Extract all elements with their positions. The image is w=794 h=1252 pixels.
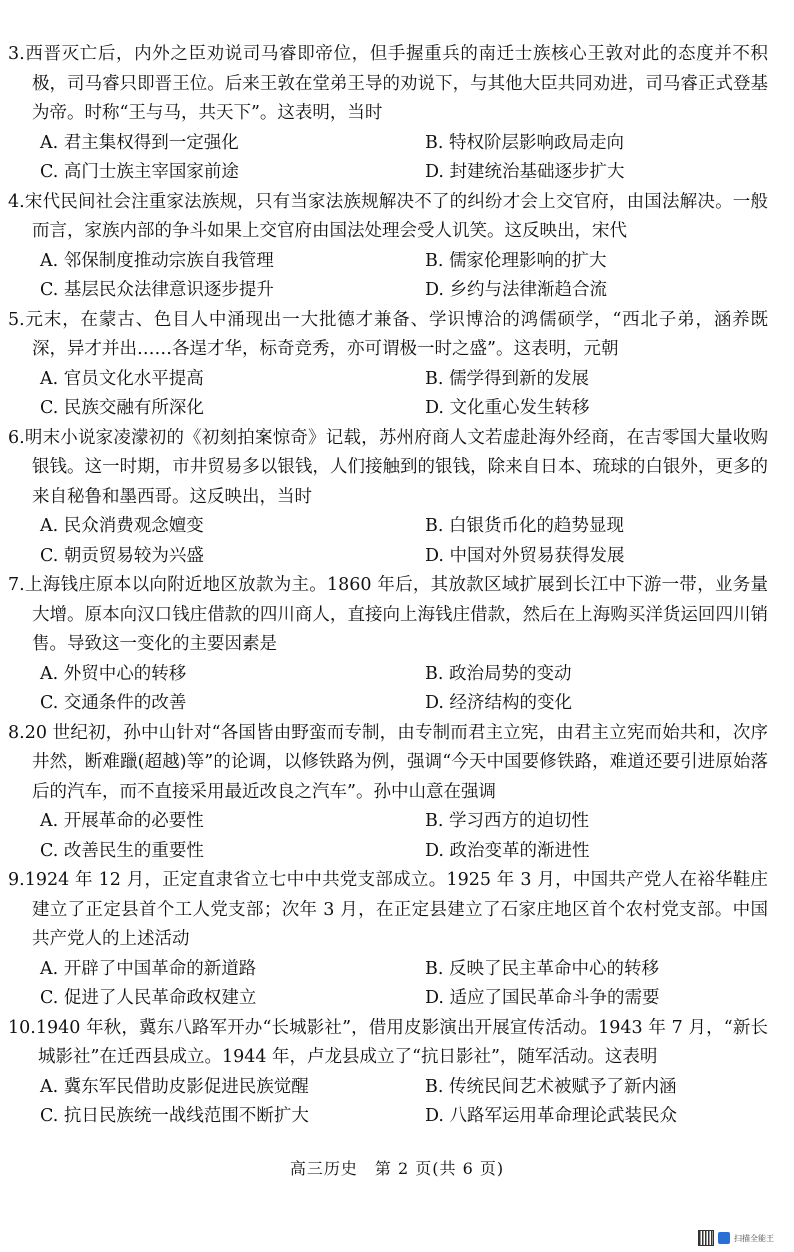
question-stem: 10.1940 年秋，冀东八路军开办“长城影社”，借用皮影演出开展宣传活动。1943 年 7 月，“新长城影社”在迁西县成立。1944 年，卢龙县成立了“抗日影社”，随军活动。这表明 [8,1017,768,1067]
question-block [0,866,794,1014]
page-footer: 高三历史 第 2 页(共 6 页) [289,1159,505,1178]
option-list [0,660,794,719]
qr-code-icon [698,1230,714,1246]
answer-option: B. 学习西方的迫切性 [425,811,589,831]
answer-option: C. 民族交融有所深化 [40,398,204,418]
question-block [0,1014,794,1132]
question-block [0,719,794,867]
question-stem: 9.1924 年 12 月，正定直隶省立七中中共党支部成立。1925 年 3 月，中国共产党人在裕华鞋庄建立了正定县首个工人党支部；次年 3 月，在正定县建立了石家庄地区首个农村党支部。中国共产党人的上述活动 [8,870,768,949]
answer-option: C. 抗日民族统一战线范围不断扩大 [40,1106,309,1126]
answer-option: C. 朝贡贸易较为兴盛 [40,545,204,566]
question-stem: 8.20 世纪初，孙中山针对“各国皆由野蛮而专制，由专制而君主立宪，由君主立宪而始共和，次序井然，断难躐(超越)等”的论调，以修铁路为例，强调“今天中国要修铁路，难道还要引进原始落后的汽车，而不直接采用最近改良之汽车”。孙中山意在强调 [8,722,768,802]
answer-option: D. 乡约与法律渐趋合流 [425,280,608,300]
question-block [0,571,794,719]
answer-option: C. 基层民众法律意识逐步提升 [40,280,274,300]
option-list [0,129,794,188]
answer-option: D. 封建统治基础逐步扩大 [425,162,625,182]
answer-option: A. 开辟了中国革命的新道路 [40,958,257,979]
answer-option: B. 传统民间艺术被赋予了新内涵 [425,1076,677,1097]
option-list [0,512,794,571]
question-stem: 6.明末小说家凌濛初的《初刻拍案惊奇》记载，苏州府商人文若虚赴海外经商，在吉零国大量收购银钱。这一时期，市井贸易多以银钱，人们接触到的银钱，除来自日本、琉球的白银外，更多的来自秘鲁和墨西哥。这反映出，当时 [8,427,768,507]
answer-option: A. 君主集权得到一定强化 [40,132,239,153]
question-stem: 5.元末，在蒙古、色目人中涌现出一大批德才兼备、学识博洽的鸿儒硕学，“西北子弟，涵养既深，异才并出……各逞才华，标奇竞秀，亦可谓极一时之盛”。这表明，元朝 [8,309,768,359]
question-block [0,188,794,306]
question-stem: 3.西晋灭亡后，内外之臣劝说司马睿即帝位，但手握重兵的南迁士族核心王敦对此的态度并不积极，司马睿只即晋王位。后来王敦在堂弟王导的劝说下，与其他大臣共同劝进，司马睿正式登基为帝。时称“王与马，共天下”。这表明，当时 [8,44,768,123]
answer-option: C. 交通条件的改善 [40,693,187,713]
answer-option: B. 儒家伦理影响的扩大 [425,250,607,271]
answer-option: A. 官员文化水平提高 [40,368,204,389]
answer-option: A. 开展革命的必要性 [40,811,204,831]
answer-option: D. 政治变革的渐进性 [425,840,590,861]
question-list [0,40,794,1132]
answer-option: C. 高门士族主宰国家前途 [40,162,239,182]
answer-option: D. 中国对外贸易获得发展 [425,545,625,566]
answer-option: B. 政治局势的变动 [425,663,572,684]
answer-option: D. 经济结构的变化 [425,693,573,713]
option-list [0,807,794,866]
answer-option: A. 邻保制度推动宗族自我管理 [40,250,274,271]
scanner-watermark [698,1230,774,1246]
answer-option: D. 文化重心发生转移 [425,398,590,418]
option-list [0,247,794,306]
option-list [0,1073,794,1132]
scanner-logo-icon [718,1232,730,1244]
answer-option: B. 白银货币化的趋势显现 [425,516,624,536]
answer-option: A. 民众消费观念嬗变 [40,516,204,536]
question-stem: 4.宋代民间社会注重家法族规，只有当家法族规解决不了的纠纷才会上交官府，由国法解决。一般而言，家族内部的争斗如果上交官府由国法处理会受人讥笑。这反映出，宋代 [8,191,768,241]
answer-option: C. 改善民生的重要性 [40,840,204,861]
scanner-watermark-text: 扫描全能王 [734,1233,774,1243]
option-list [0,955,794,1014]
answer-option: A. 外贸中心的转移 [40,663,187,684]
answer-option: B. 特权阶层影响政局走向 [425,132,624,153]
answer-option: B. 反映了民主革命中心的转移 [425,958,659,979]
question-block [0,306,794,424]
question-stem: 7.上海钱庄原本以向附近地区放款为主。1860 年后，其放款区域扩展到长江中下游一带，业务量大增。原本向汉口钱庄借款的四川商人，直接向上海钱庄借款，然后在上海购买洋货运回四川销售。导致这一变化的主要因素是 [8,575,768,654]
answer-option: A. 冀东军民借助皮影促进民族觉醒 [40,1076,309,1097]
answer-option: D. 适应了国民革命斗争的需要 [425,988,660,1008]
answer-option: B. 儒学得到新的发展 [425,368,589,389]
answer-option: D. 八路军运用革命理论武装民众 [425,1106,678,1126]
question-block [0,40,794,188]
option-list [0,365,794,424]
answer-option: C. 促进了人民革命政权建立 [40,988,257,1008]
question-block [0,424,794,572]
